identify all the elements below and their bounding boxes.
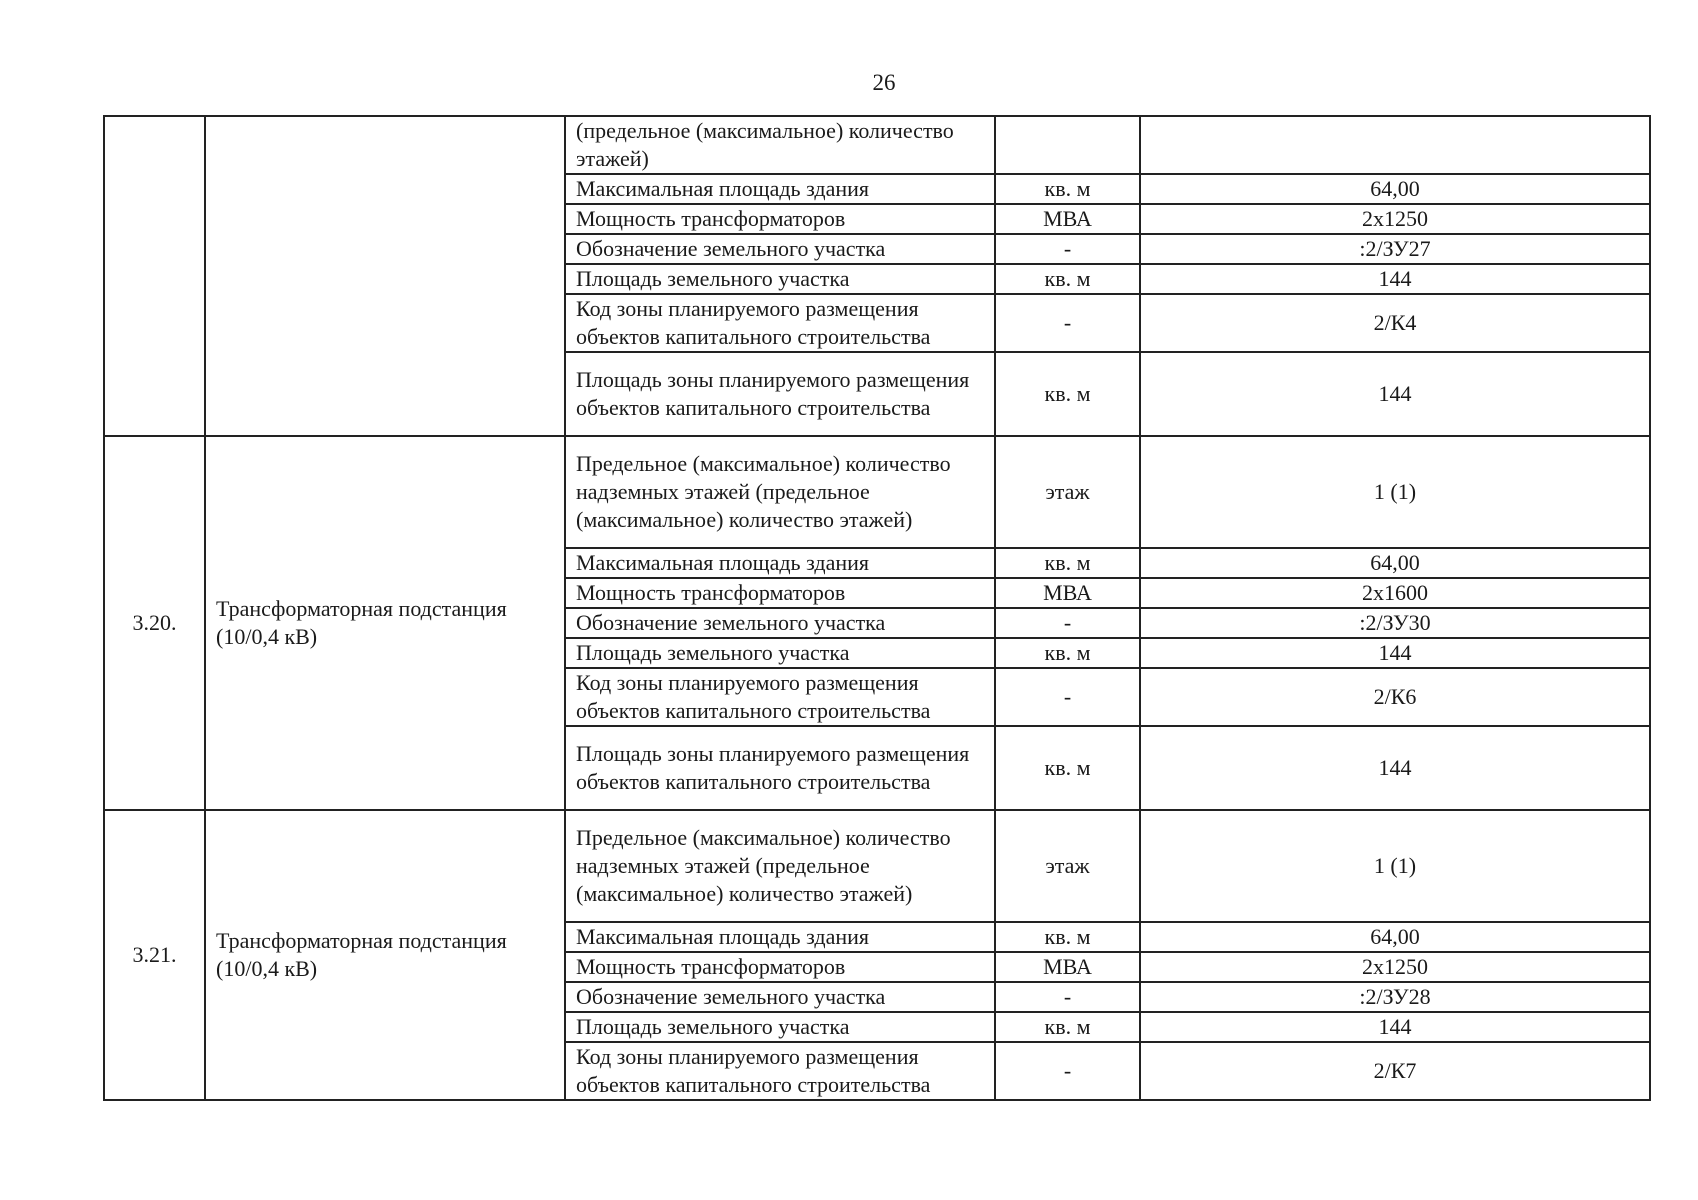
param-cell: Максимальная площадь здания: [565, 548, 995, 578]
param-cell: Максимальная площадь здания: [565, 174, 995, 204]
objects-table: [103, 115, 1651, 1101]
section-name: [205, 116, 565, 436]
value-cell: 2х1250: [1140, 952, 1650, 982]
param-cell: Максимальная площадь здания: [565, 922, 995, 952]
param-cell: Предельное (максимальное) количество надземных этажей (предельное (максимальное) количество этажей): [565, 436, 995, 548]
unit-cell: кв. м: [995, 1012, 1140, 1042]
section-number: 3.20.: [104, 436, 205, 810]
param-cell: Площадь земельного участка: [565, 638, 995, 668]
param-cell: Мощность трансформаторов: [565, 204, 995, 234]
unit-cell: кв. м: [995, 174, 1140, 204]
param-cell: Площадь земельного участка: [565, 1012, 995, 1042]
value-cell: :2/ЗУ28: [1140, 982, 1650, 1012]
table-row: [104, 810, 1650, 922]
unit-cell: МВА: [995, 204, 1140, 234]
value-cell: 144: [1140, 1012, 1650, 1042]
param-cell: Площадь земельного участка: [565, 264, 995, 294]
value-cell: 64,00: [1140, 548, 1650, 578]
param-cell: Обозначение земельного участка: [565, 608, 995, 638]
value-cell: 2/К7: [1140, 1042, 1650, 1100]
value-cell: 2/К4: [1140, 294, 1650, 352]
value-cell: 64,00: [1140, 174, 1650, 204]
value-cell: [1140, 116, 1650, 174]
param-cell: Предельное (максимальное) количество надземных этажей (предельное (максимальное) количество этажей): [565, 810, 995, 922]
unit-cell: -: [995, 608, 1140, 638]
unit-cell: МВА: [995, 578, 1140, 608]
section-name: Трансформаторная подстанция (10/0,4 кВ): [205, 436, 565, 810]
param-cell: Код зоны планируемого размещения объектов капитального строительства: [565, 294, 995, 352]
table-row: [104, 436, 1650, 548]
page-number: 26: [872, 70, 896, 95]
value-cell: 144: [1140, 726, 1650, 810]
value-cell: 2/К6: [1140, 668, 1650, 726]
unit-cell: этаж: [995, 810, 1140, 922]
value-cell: 1 (1): [1140, 810, 1650, 922]
value-cell: 144: [1140, 352, 1650, 436]
param-cell: Обозначение земельного участка: [565, 234, 995, 264]
unit-cell: -: [995, 982, 1140, 1012]
unit-cell: -: [995, 294, 1140, 352]
table-row: [104, 116, 1650, 174]
unit-cell: кв. м: [995, 548, 1140, 578]
unit-cell: этаж: [995, 436, 1140, 548]
param-cell: Площадь зоны планируемого размещения объектов капитального строительства: [565, 352, 995, 436]
param-cell: Код зоны планируемого размещения объектов капитального строительства: [565, 1042, 995, 1100]
param-cell: Код зоны планируемого размещения объектов капитального строительства: [565, 668, 995, 726]
unit-cell: кв. м: [995, 264, 1140, 294]
param-cell: Мощность трансформаторов: [565, 952, 995, 982]
unit-cell: МВА: [995, 952, 1140, 982]
section-number: [104, 116, 205, 436]
value-cell: 144: [1140, 264, 1650, 294]
value-cell: :2/ЗУ27: [1140, 234, 1650, 264]
value-cell: 144: [1140, 638, 1650, 668]
value-cell: 2х1250: [1140, 204, 1650, 234]
value-cell: 2х1600: [1140, 578, 1650, 608]
value-cell: 64,00: [1140, 922, 1650, 952]
unit-cell: кв. м: [995, 638, 1140, 668]
param-cell: Мощность трансформаторов: [565, 578, 995, 608]
value-cell: 1 (1): [1140, 436, 1650, 548]
unit-cell: -: [995, 668, 1140, 726]
unit-cell: -: [995, 234, 1140, 264]
unit-cell: кв. м: [995, 726, 1140, 810]
unit-cell: [995, 116, 1140, 174]
section-name: Трансформаторная подстанция (10/0,4 кВ): [205, 810, 565, 1100]
param-cell: Обозначение земельного участка: [565, 982, 995, 1012]
param-cell: Площадь зоны планируемого размещения объектов капитального строительства: [565, 726, 995, 810]
unit-cell: -: [995, 1042, 1140, 1100]
unit-cell: кв. м: [995, 352, 1140, 436]
value-cell: :2/ЗУ30: [1140, 608, 1650, 638]
section-number: 3.21.: [104, 810, 205, 1100]
unit-cell: кв. м: [995, 922, 1140, 952]
param-cell: (предельное (максимальное) количество этажей): [565, 116, 995, 174]
